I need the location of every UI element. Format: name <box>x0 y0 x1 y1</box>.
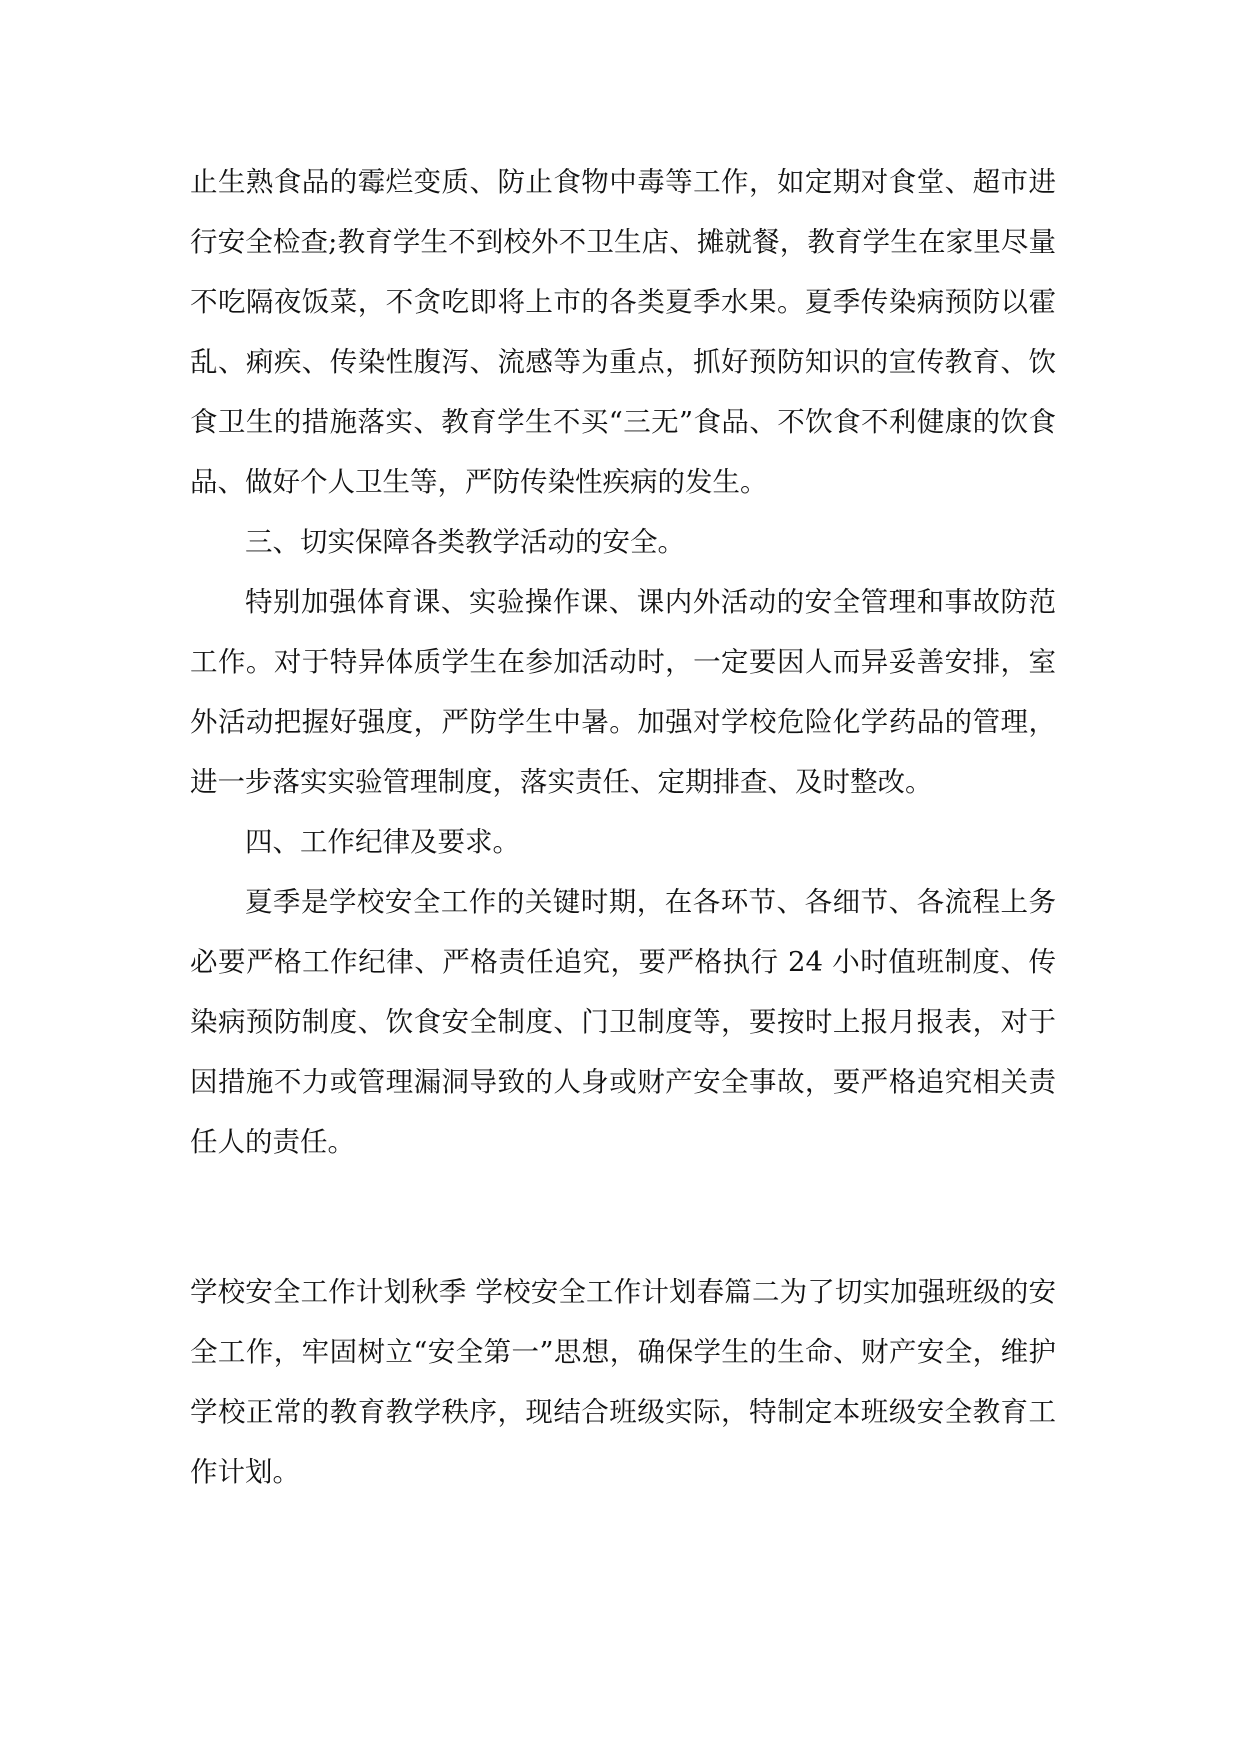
section-gap <box>190 1172 1056 1262</box>
document-body <box>190 152 1056 1502</box>
heading-work-discipline: 四、工作纪律及要求。 <box>245 826 520 858</box>
paragraph-teaching-safety: 特别加强体育课、实验操作课、课内外活动的安全管理和事故防范工作。对于特异体质学生在参加活动时，一定要因人而异妥善安排，室外活动把握好强度，严防学生中暑。加强对学校危险化学药品的管理，进一步落实实验管理制度，落实责任、定期排查、及时整改。 <box>190 586 1056 798</box>
paragraph-class-safety-plan: 学校安全工作计划秋季 学校安全工作计划春篇二为了切实加强班级的安全工作，牢固树立“安全第一”思想，确保学生的生命、财产安全，维护学校正常的教育教学秩序，现结合班级实际，特制定本班级安全教育工作计划。 <box>190 1276 1056 1488</box>
paragraph-food-safety: 止生熟食品的霉烂变质、防止食物中毒等工作，如定期对食堂、超市进行安全检查;教育学生不到校外不卫生店、摊就餐，教育学生在家里尽量不吃隔夜饭菜，不贪吃即将上市的各类夏季水果。夏季传染病预防以霍乱、痢疾、传染性腹泻、流感等为重点，抓好预防知识的宣传教育、饮食卫生的措施落实、教育学生不买“三无”食品、不饮食不利健康的饮食品、做好个人卫生等，严防传染性疾病的发生。 <box>190 166 1056 498</box>
paragraph-work-discipline: 夏季是学校安全工作的关键时期，在各环节、各细节、各流程上务必要严格工作纪律、严格责任追究，要严格执行 24 小时值班制度、传染病预防制度、饮食安全制度、门卫制度等，要按时上报月报表，对于因措施不力或管理漏洞导致的人身或财产安全事故，要严格追究相关责任人的责任。 <box>190 886 1056 1158</box>
heading-teaching-safety: 三、切实保障各类教学活动的安全。 <box>245 526 685 558</box>
